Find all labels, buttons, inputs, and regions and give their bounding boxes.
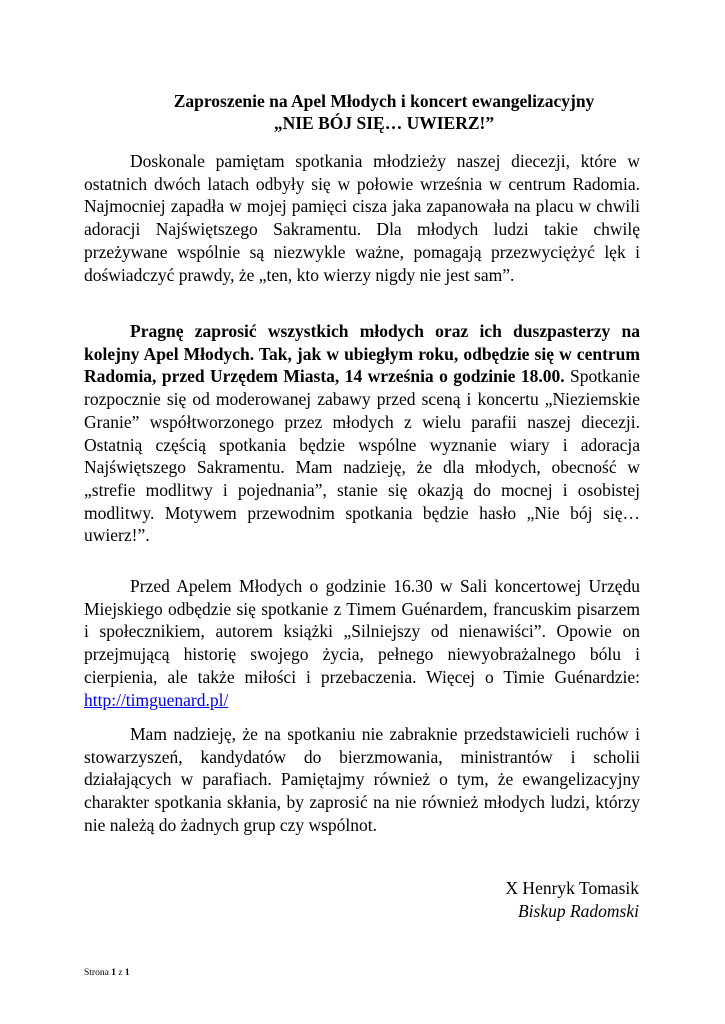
signature-role: Biskup Radomski — [517, 901, 639, 921]
website-link[interactable]: http://timguenard.pl/ — [84, 689, 229, 710]
footer-page-number: 1 — [111, 968, 116, 978]
page-footer — [84, 968, 130, 978]
paragraph-4-text: Mam nadzieję, że na spotkaniu nie zabraknie przedstawicieli ruchów i stowarzyszeń, kandydatów do bierzmowania, ministrantów i scholii działających w parafiach. Pamiętajmy również o tym, że ewangelizacyjny charakter spotkania skłania, by zaprosić na nie również młodych ludzi, którzy nie należą do żadnych grup czy wspólnot. — [84, 724, 640, 835]
title-line-1: Zaproszenie na Apel Młodych i koncert ewangelizacyjny — [173, 91, 595, 111]
paragraph-4 — [84, 723, 640, 837]
paragraph-3 — [84, 575, 640, 711]
paragraph-2-bold-text: Pragnę zaprosić wszystkich młodych oraz ich duszpasterzy na kolejny Apel Młodych. Tak, jak w ubiegłym roku, odbędzie się w centrum Radomia, przed Urzędem Miasta, 14 września o godzinie 18.00. — [84, 321, 640, 387]
paragraph-1-text: Doskonale pamiętam spotkania młodzieży naszej diecezji, które w ostatnich dwóch latach odbyły się w połowie września w centrum Radomia. Najmocniej zapadła w mojej pamięci cisza jaka zapanowała na placu w chwili adoracji Najświętszego Sakramentu. Dla młodych ludzi takie chwilę przeżywane wspólnie są niezwykle ważne, pomagają przezwyciężyć lęk i doświadczyć prawdy, że „ten, kto wierzy nigdy nie jest sam”. — [84, 151, 640, 285]
paragraph-1 — [84, 150, 640, 286]
footer-page-total: 1 — [124, 968, 130, 978]
paragraph-3-text: Przed Apelem Młodych o godzinie 16.30 w Sali koncertowej Urzędu Miejskiego odbędzie się spotkanie z Timem Guénardem, francuskim pisarzem i społecznikiem, autorem książki „Silniejszy od nienawiści”. Opowie on przejmującą historię swojego życia, pełnego niewyobrażalnego bólu i cierpienia, ale także miłości i przebaczenia. Więcej o Timie Guénardzie: — [84, 576, 640, 687]
paragraph-2-text: Spotkanie rozpocznie się od moderowanej zabawy przed sceną i koncertu „Nieziemskie Granie” współtworzonego przez młodych z wielu parafii naszej diecezji. Ostatnią częścią spotkania będzie wspólne wyznanie wiary i adoracja Najświętszego Sakramentu. Mam nadzieję, że dla młodych, obecność w „strefie modlitwy i pojednania”, stanie się okazją do mocnej i osobistej modlitwy. Motywem przewodnim spotkania będzie hasło „Nie bój się… uwierz!”. — [84, 366, 640, 546]
footer-label: Strona — [84, 968, 109, 978]
footer-of: z — [118, 968, 123, 978]
signature-name: X Henryk Tomasik — [505, 878, 639, 898]
title-line-2: „NIE BÓJ SIĘ… UWIERZ!” — [273, 113, 495, 133]
paragraph-2 — [84, 320, 640, 547]
